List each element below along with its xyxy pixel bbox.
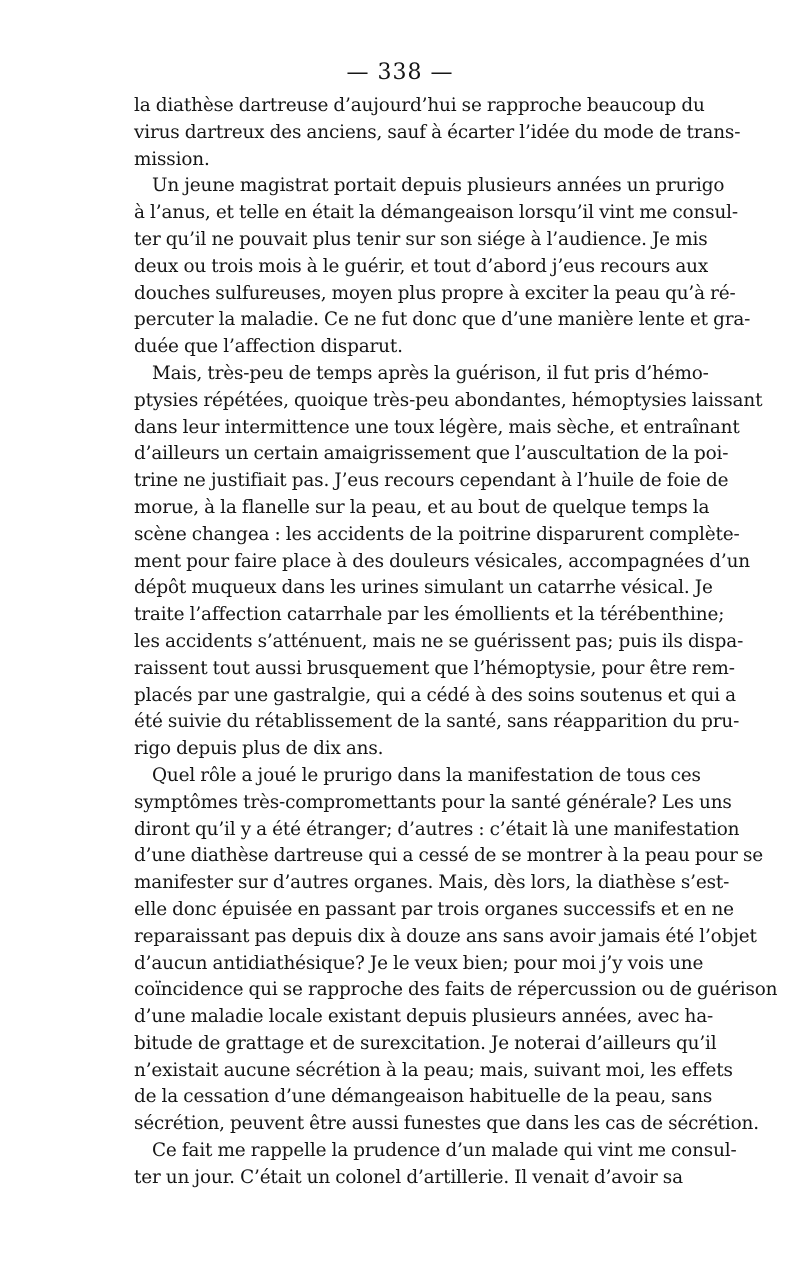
text-line: Quel rôle a joué le prurigo dans la manifestation de tous ces bbox=[152, 764, 701, 786]
text-line: Mais, très-peu de temps après la guérison, il fut pris d’hémo- bbox=[152, 362, 709, 384]
text-line: placés par une gastralgie, qui a cédé à des soins soutenus et qui a bbox=[134, 684, 736, 706]
paragraph bbox=[134, 93, 741, 173]
text-line: douches sulfureuses, moyen plus propre à exciter la peau qu’à ré- bbox=[134, 282, 736, 304]
text-line: Ce fait me rappelle la prudence d’un malade qui vint me consul- bbox=[152, 1140, 737, 1162]
text-line: sécrétion, peuvent être aussi funestes que dans les cas de sécrétion. bbox=[134, 1113, 759, 1135]
text-line: raissent tout aussi brusquement que l’hémoptysie, pour être rem- bbox=[134, 657, 735, 679]
paragraph bbox=[134, 1138, 737, 1192]
text-line: été suivie du rétablissement de la santé, sans réapparition du pru- bbox=[134, 711, 740, 733]
text-line: manifester sur d’autres organes. Mais, dès lors, la diathèse s’est- bbox=[134, 872, 730, 894]
text-line: virus dartreux des anciens, sauf à écarter l’idée du mode de trans- bbox=[134, 121, 741, 143]
paragraph bbox=[134, 763, 778, 1138]
text-line: ptysies répétées, quoique très-peu abondantes, hémoptysies laissant bbox=[134, 389, 763, 411]
paragraph bbox=[134, 173, 751, 361]
text-line: dépôt muqueux dans les urines simulant un catarrhe vésical. Je bbox=[134, 577, 713, 599]
text-line: Un jeune magistrat portait depuis plusieurs années un prurigo bbox=[152, 175, 725, 197]
text-line: d’une maladie locale existant depuis plusieurs années, avec ha- bbox=[134, 1006, 714, 1028]
text-line: coïncidence qui se rapproche des faits de répercussion ou de guérison bbox=[134, 979, 778, 1001]
text-line: rigo depuis plus de dix ans. bbox=[134, 738, 384, 760]
text-line: symptômes très-compromettants pour la santé générale? Les uns bbox=[134, 791, 732, 813]
text-line: les accidents s’atténuent, mais ne se guérissent pas; puis ils dispa- bbox=[134, 630, 744, 652]
text-line: reparaissant pas depuis dix à douze ans sans avoir jamais été l’objet bbox=[134, 925, 757, 947]
text-line: ter un jour. C’était un colonel d’artillerie. Il venait d’avoir sa bbox=[134, 1166, 683, 1188]
text-line: deux ou trois mois à le guérir, et tout d’abord j’eus recours aux bbox=[134, 255, 709, 277]
text-line: scène changea : les accidents de la poitrine disparurent complète- bbox=[134, 523, 740, 545]
text-line: diront qu’il y a été étranger; d’autres : c’était là une manifestation bbox=[134, 818, 740, 840]
text-line: d’une diathèse dartreuse qui a cessé de se montrer à la peau pour se bbox=[134, 845, 763, 867]
text-line: n’existait aucune sécrétion à la peau; mais, suivant moi, les effets bbox=[134, 1059, 733, 1081]
text-line: de la cessation d’une démangeaison habituelle de la peau, sans bbox=[134, 1086, 713, 1108]
text-line: duée que l’affection disparut. bbox=[134, 336, 403, 358]
text-line: elle donc épuisée en passant par trois organes successifs et en ne bbox=[134, 898, 734, 920]
text-line: d’ailleurs un certain amaigrissement que l’auscultation de la poi- bbox=[134, 443, 729, 465]
text-line: traite l’affection catarrhale par les émollients et la térébenthine; bbox=[134, 604, 725, 626]
page-number: — 338 — bbox=[346, 60, 454, 85]
text-line: bitude de grattage et de surexcitation. Je noterai d’ailleurs qu’il bbox=[134, 1032, 717, 1054]
text-line: à l’anus, et telle en était la démangeaison lorsqu’il vint me consul- bbox=[134, 202, 738, 224]
text-line: ter qu’il ne pouvait plus tenir sur son siége à l’audience. Je mis bbox=[134, 228, 708, 250]
text-line: mission. bbox=[134, 148, 210, 170]
text-line: la diathèse dartreuse d’aujourd’hui se rapproche beaucoup du bbox=[134, 95, 705, 116]
paragraph bbox=[134, 361, 763, 763]
text-line: d’aucun antidiathésique? Je le veux bien; pour moi j’y vois une bbox=[134, 952, 704, 974]
body-text bbox=[134, 93, 778, 1192]
text-line: ment pour faire place à des douleurs vésicales, accompagnées d’un bbox=[134, 550, 750, 572]
text-line: trine ne justifiait pas. J’eus recours cependant à l’huile de foie de bbox=[134, 470, 729, 492]
text-line: percuter la maladie. Ce ne fut donc que d’une manière lente et gra- bbox=[134, 309, 751, 331]
text-line: morue, à la flanelle sur la peau, et au bout de quelque temps la bbox=[134, 496, 710, 518]
text-line: dans leur intermittence une toux légère, mais sèche, et entraînant bbox=[134, 416, 740, 438]
